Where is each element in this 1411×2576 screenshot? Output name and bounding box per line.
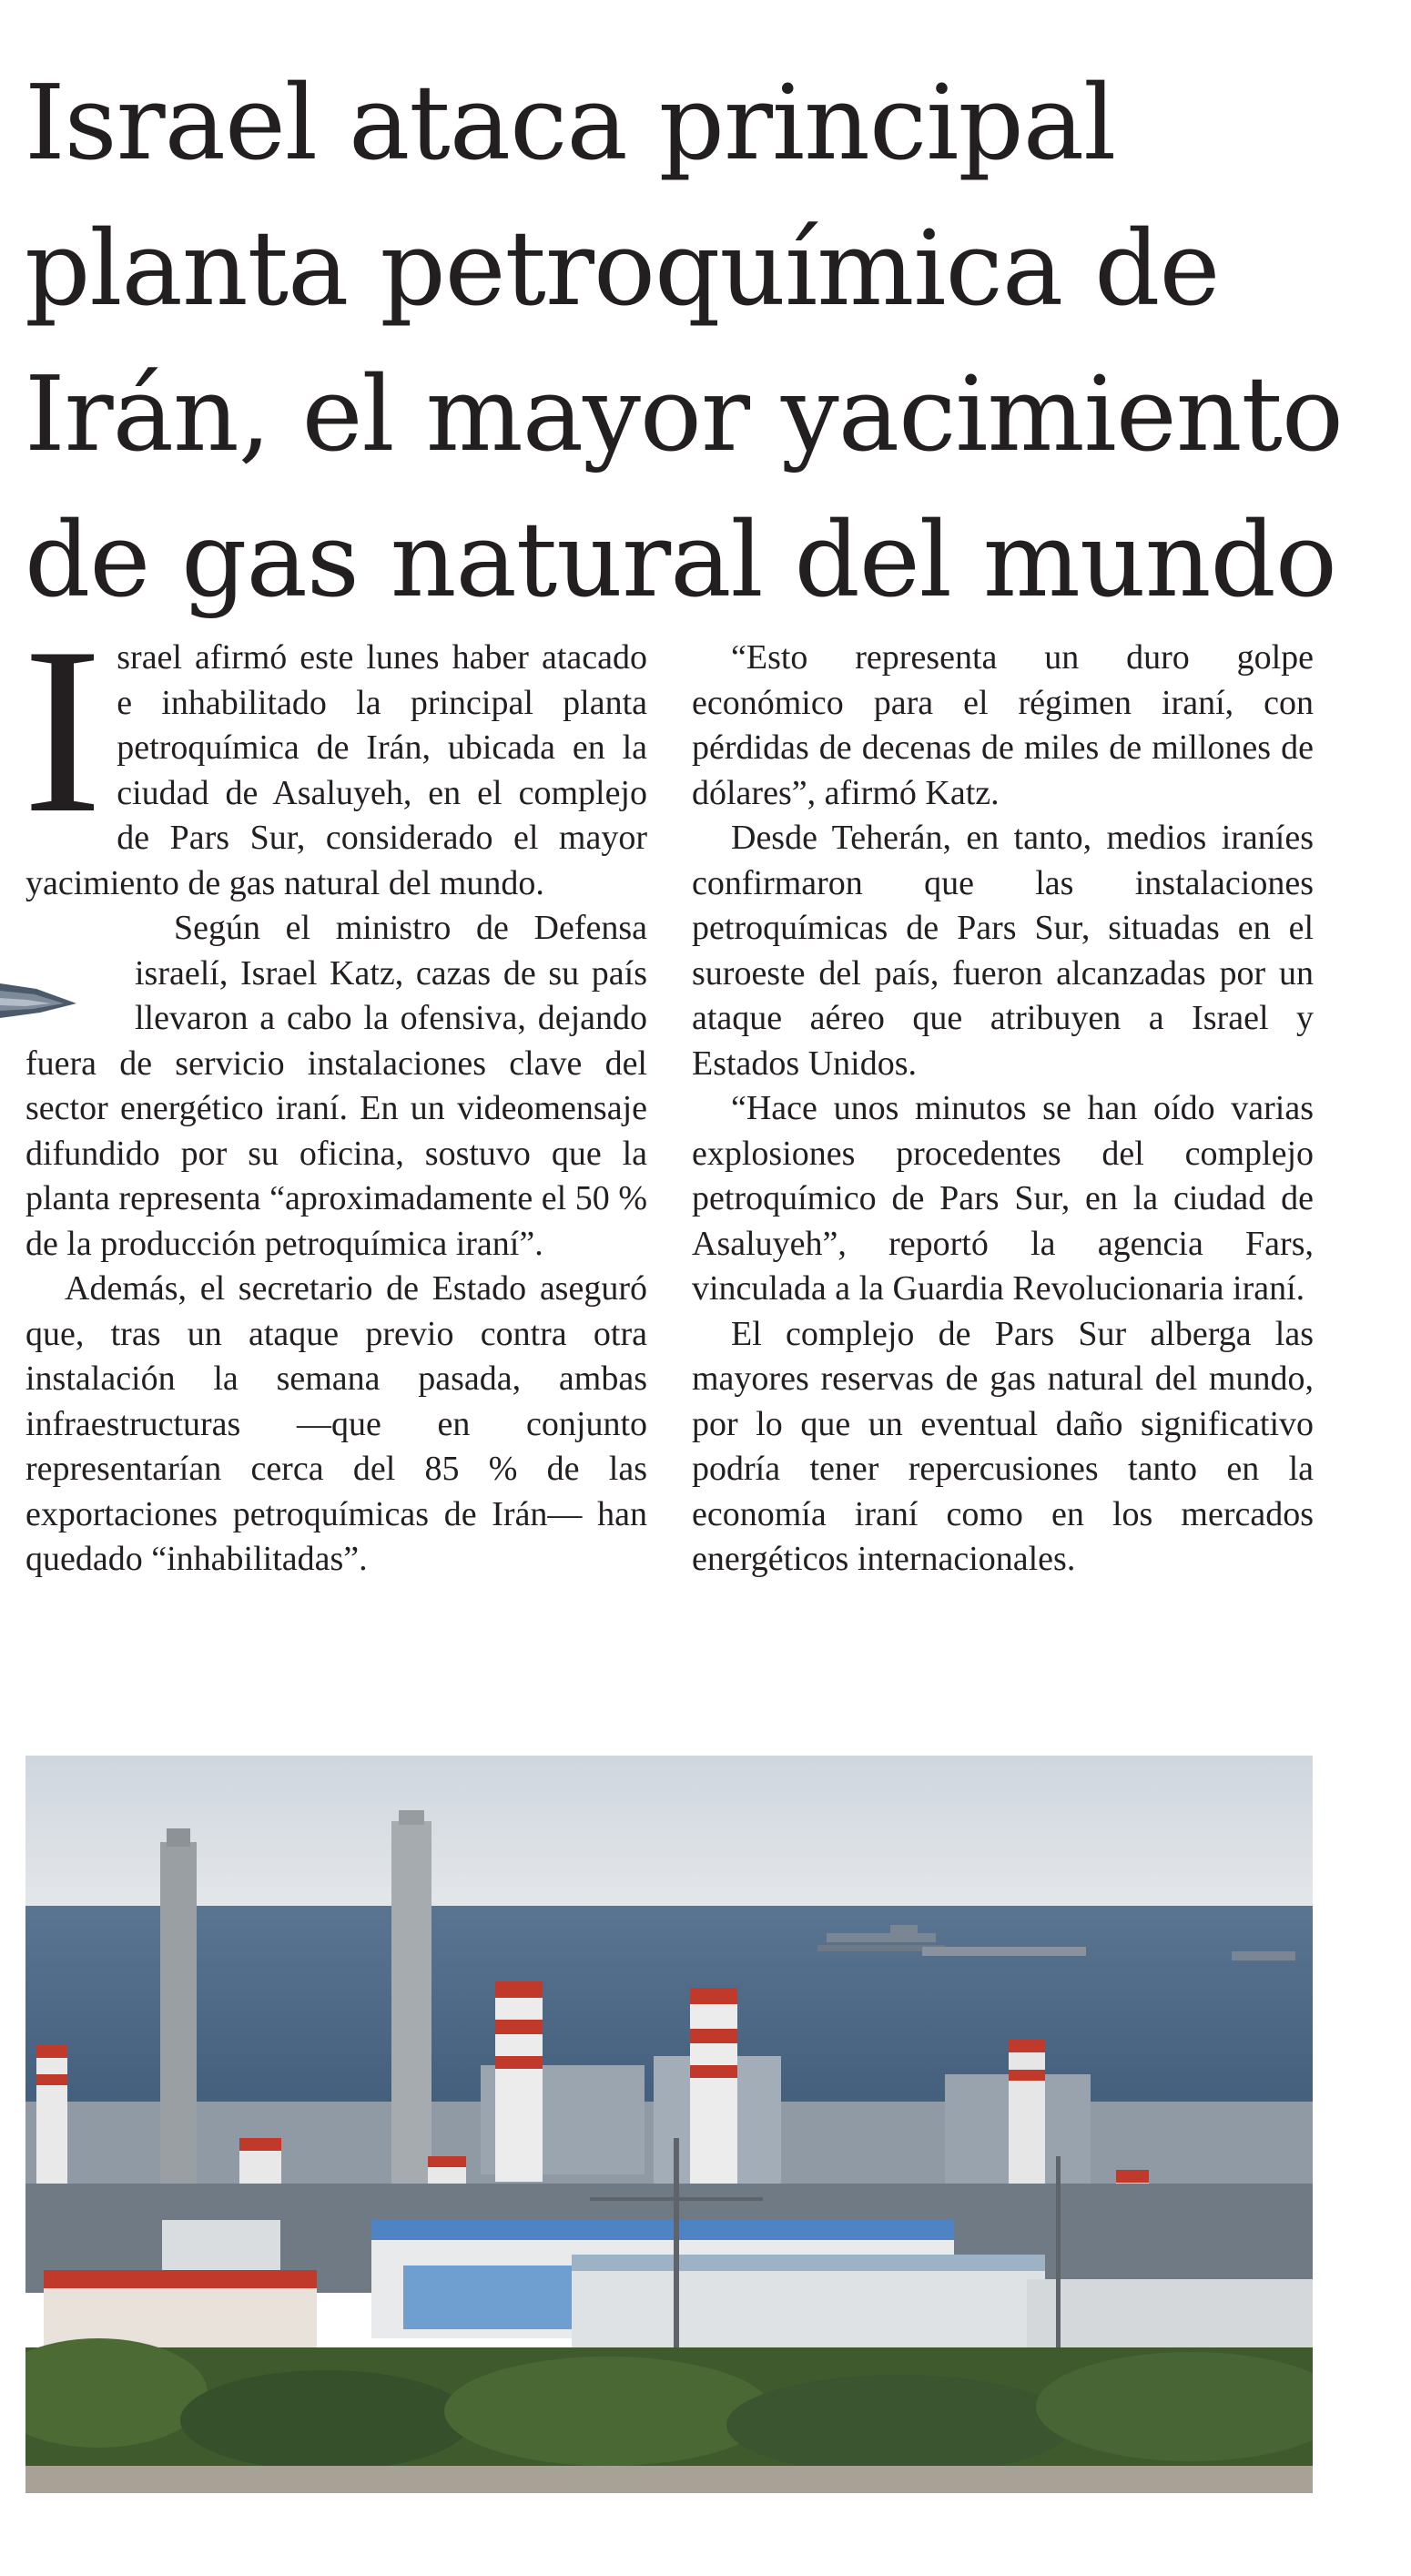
paragraph-secretary-of-state: Además, el secretario de Estado aseguró que, tras un ataque previo contra otra instalación la semana pasada, ambas infraestructuras —que en conjunto representarían cerca del 85 % de las exportaciones petroquímicas de Irán— han quedado “inhabilitadas”.: [25, 1269, 647, 1578]
article-column-left: [23, 598, 647, 1583]
paragraph-reserves: El complejo de Pars Sur alberga las mayores reservas de gas natural del mundo, por lo que un eventual daño significativo podría tener repercusiones tanto en la economía iraní como en los mercados energéticos internacionales.: [692, 1314, 1314, 1578]
paragraph-katz-quote: “Esto representa un duro golpe económico para el régimen iraní, con pérdidas de decenas de miles de millones de dólares”, afirmó Katz.: [692, 638, 1314, 812]
article-headline: Israel ataca principal planta petroquímica de Irán, el mayor yacimiento de gas natural del mundo: [25, 63, 1343, 620]
article-column-right: [692, 636, 1314, 1583]
paragraph-tehran-media: Desde Teherán, en tanto, medios iraníes confirmaron que las instalaciones petroquímicas de Pars Sur, situadas en el suroeste del país, fueron alcanzadas por un ataque aéreo que atribuyen a Israel y Estados Unidos.: [692, 819, 1314, 1083]
petrochemical-plant-photo: [25, 1756, 1313, 2493]
paragraph-defense-minister: Según el ministro de Defensa israelí, Israel Katz, cazas de su país llevaron a cabo la ofensiva, dejando fuera de servicio instalaciones clave del sector energético iraní. En un videomensaje difundido por su oficina, sostuvo que la planta representa “aproximadamente el 50 % de la producción petroquímica iraní”.: [25, 909, 647, 1263]
image-text-wrap-space: [25, 906, 135, 1033]
drop-cap: I: [23, 598, 103, 862]
paragraph-intro: srael afirmó este lunes haber atacado e inhabilitado la principal planta petroquímica de Irán, ubicada en la ciudad de Asaluyeh, en el complejo de Pars Sur, considerado el mayor yacimiento de gas natural del mundo.: [25, 638, 647, 902]
paragraph-fars-report: “Hace unos minutos se han oído varias explosiones procedentes del complejo petroquímico de Pars Sur, en la ciudad de Asaluyeh”, reportó la agencia Fars, vinculada a la Guardia Revolucionaria iraní.: [692, 1089, 1314, 1308]
